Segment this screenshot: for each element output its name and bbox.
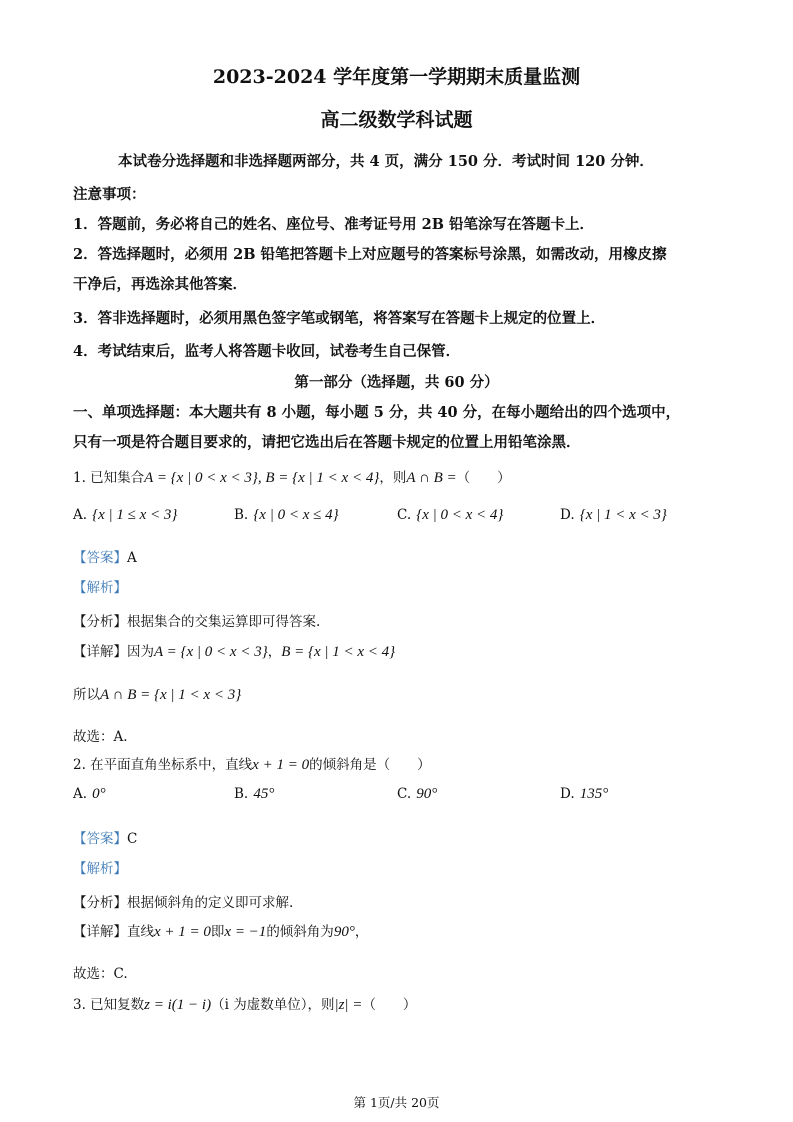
option-a-text: {x | 1 ≤ x < 3}	[92, 507, 178, 523]
answer-value: A	[127, 550, 137, 566]
option-b: B. 45°	[234, 786, 275, 802]
option-d-text: {x | 1 < x < 3}	[579, 507, 667, 523]
option-d: D. 135°	[560, 786, 609, 802]
question-1-mid: ，则	[379, 470, 407, 486]
conclusion-line: 所以A ∩ B = {x | 1 < x < 3}	[73, 687, 242, 703]
section-instructions: 一、单项选择题：本大题共有 8 小题，每小题 5 分，共 40 分，在每小题给出的四个选项中，	[73, 404, 681, 421]
detail-line: 【详解】直线x + 1 = 0即x = −1的倾斜角为90°，	[73, 924, 369, 940]
notes-heading: 注意事项：	[73, 186, 146, 203]
question-1-sets: A = {x | 0 < x < 3}, B = {x | 1 < x < 4}	[144, 470, 380, 486]
analysis-text: 【分析】根据集合的交集运算即可得答案.	[73, 614, 321, 630]
detail-math: B = {x | 1 < x < 4}	[281, 644, 396, 660]
part-heading: 第一部分（选择题，共 60 分）	[294, 374, 499, 391]
answer-line: 【答案】C	[73, 831, 138, 847]
question-1	[73, 466, 511, 487]
question-3: 3. 已知复数z = i(1 − i)（i 为虚数单位），则|z| =（ ）	[73, 997, 417, 1013]
option-c-text: {x | 0 < x < 4}	[416, 507, 504, 523]
option-d: D. {x | 1 < x < 3}	[560, 507, 667, 523]
exam-intro: 本试卷分选择题和非选择题两部分，共 4 页，满分 150 分．考试时间 120 分钟．	[118, 153, 654, 170]
question-2-expr: x + 1 = 0	[252, 757, 310, 773]
option-b: B. {x | 0 < x ≤ 4}	[234, 507, 339, 523]
option-b-text: {x | 0 < x ≤ 4}	[253, 507, 339, 523]
detail-math: A = {x | 0 < x < 3}	[154, 644, 268, 660]
question-1-expr: A ∩ B =	[406, 470, 457, 486]
analysis-text: 【分析】根据倾斜角的定义即可求解.	[73, 895, 294, 911]
question-2: 2. 在平面直角坐标系中，直线x + 1 = 0的倾斜角是（ ）	[73, 757, 431, 773]
conclusion-math: A ∩ B = {x | 1 < x < 3}	[100, 687, 242, 703]
option-c: C. 90°	[397, 786, 438, 802]
question-1-prefix: 1. 已知集合	[73, 470, 145, 486]
page-subtitle: 高二级数学科试题	[320, 109, 473, 131]
choice-line: 故选：A.	[73, 729, 128, 745]
page-footer: 第 1页/共 20页	[353, 1095, 440, 1110]
option-a: A. {x | 1 ≤ x < 3}	[73, 507, 178, 523]
note-item: 4．考试结束后，监考人将答题卡收回，试卷考生自己保管．	[73, 343, 461, 360]
option-c: C. {x | 0 < x < 4}	[397, 507, 504, 523]
section-instructions: 只有一项是符合题目要求的，请把它选出后在答题卡规定的位置上用铅笔涂黑．	[73, 434, 581, 451]
analysis-tag: 【解析】	[73, 861, 127, 877]
note-item: 1．答题前，务必将自己的姓名、座位号、准考证号用 2B 铅笔涂写在答题卡上．	[73, 216, 595, 233]
page-title: 2023-2024 学年度第一学期期末质量监测	[212, 66, 581, 88]
note-item: 干净后，再选涂其他答案．	[73, 276, 247, 293]
choice-line: 故选：C.	[73, 966, 128, 982]
detail-line: 【详解】因为A = {x | 0 < x < 3}，B = {x | 1 < x < 4}	[73, 644, 396, 660]
note-item: 3．答非选择题时，必须用黑色签字笔或钢笔，将答案写在答题卡上规定的位置上．	[73, 310, 606, 327]
note-item: 2．答选择题时，必须用 2B 铅笔把答题卡上对应题号的答案标号涂黑，如需改动，用橡皮擦	[73, 246, 667, 263]
answer-tag: 【答案】	[73, 550, 127, 566]
option-a: A. 0°	[73, 786, 106, 802]
analysis-tag: 【解析】	[73, 580, 127, 596]
question-1-paren: （ ）	[456, 470, 511, 486]
answer-line	[73, 546, 137, 566]
